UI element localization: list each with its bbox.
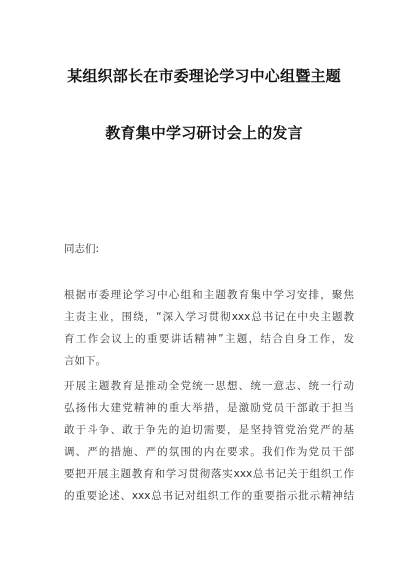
- paragraph-body: [64, 375, 354, 507]
- paragraph-line: 主责主业，围绕，“深入学习贯彻xxx总书记在中央主题教: [64, 311, 354, 323]
- paragraph-line: 开展主题教育是推动全党统一思想、统一意志、统一行动: [64, 380, 354, 392]
- paragraph-line: 的重要论述、xxx总书记对组织工作的重要指示批示精神结: [64, 490, 354, 502]
- paragraph-line: 弘扬伟大建党精神的重大举措，是激励党员干部敢于担当: [64, 402, 354, 414]
- paragraph-line: 根据市委理论学习中心组和主题教育集中学习安排，聚焦: [64, 289, 354, 301]
- document-title-line-1: 某组织部长在市委理论学习中心组暨主题: [67, 67, 341, 85]
- salutation-text: 同志们:: [64, 243, 100, 255]
- paragraph-line: 言如下。: [64, 355, 106, 367]
- paragraph-line: 育工作会议上的重要讲话精神”主题，结合自身工作，发: [64, 333, 354, 345]
- paragraph-intro: [64, 284, 354, 372]
- paragraph-line: 敢于斗争、敢于争先的迫切需要，是坚持管党治党严的基: [64, 424, 354, 436]
- salutation: [64, 238, 354, 260]
- paragraph-line: 要把开展主题教育和学习贯彻落实xxx总书记关于组织工作: [64, 468, 354, 480]
- document-title-line-2: 教育集中学习研讨会上的发言: [105, 124, 303, 142]
- paragraph-line: 调、严的措施、严的氛围的内在要求。我们作为党员干部: [64, 446, 354, 458]
